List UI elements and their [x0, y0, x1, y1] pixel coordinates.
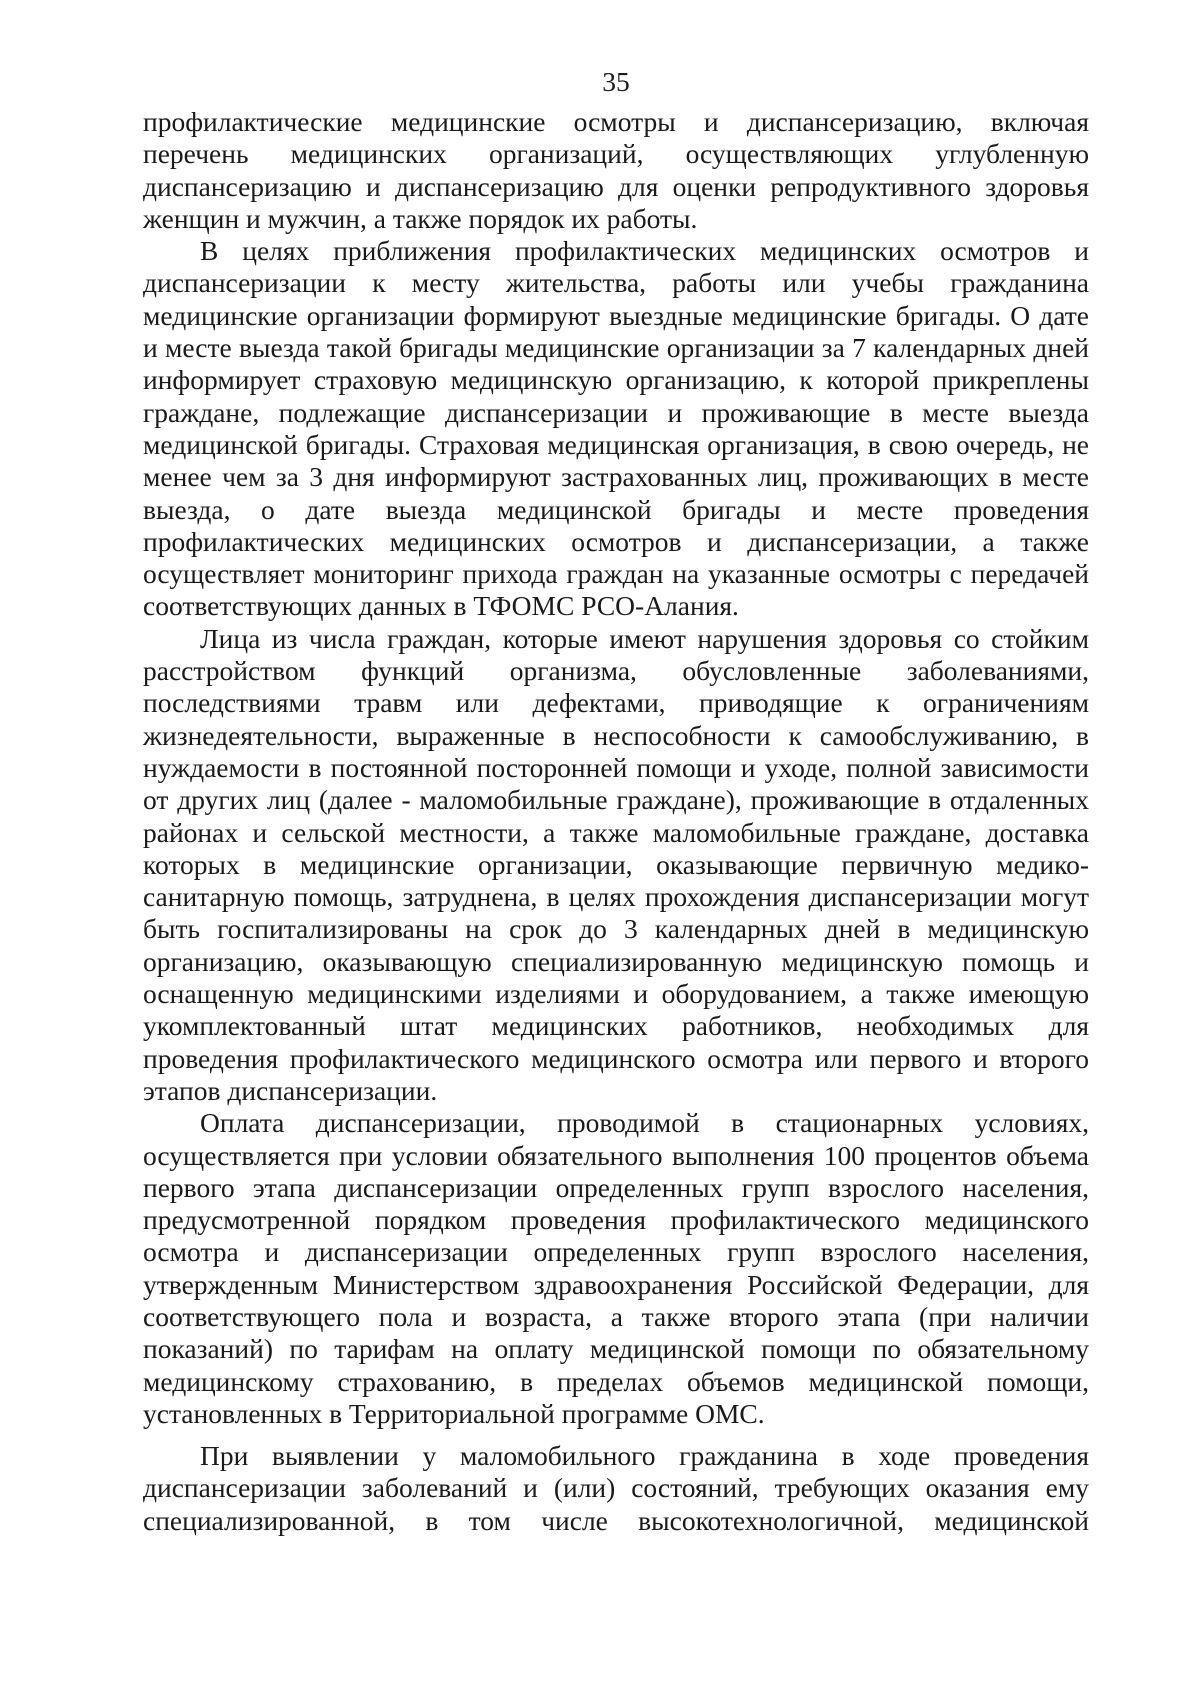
paragraph-5: При выявлении у маломобильного гражданина в ходе проведения диспансеризации заболеваний и (или) состояний, требующих оказания ему специализированной, в том числе высокотехнологичной, медицинской — [143, 1440, 1089, 1536]
paragraph-1: профилактические медицинские осмотры и диспансеризацию, включая перечень медицинских организаций, осуществляющих углубленную диспансеризацию и диспансеризацию для оценки репродуктивного здоровья женщин и мужчин, а также порядок их работы. — [143, 106, 1089, 234]
document-page — [143, 60, 1089, 1537]
paragraph-2: В целях приближения профилактических медицинских осмотров и диспансеризации к месту жительства, работы или учебы гражданина медицинские организации формируют выездные медицинские бригады. О дате и месте выезда такой бригады медицинские организации за 7 календарных дней информирует страховую медицинскую организацию, к которой прикреплены граждане, подлежащие диспансеризации и проживающие в месте выезда медицинской бригады. Страховая медицинская организация, в свою очередь, не менее чем за 3 дня информируют застрахованных лиц, проживающих в месте выезда, о дате выезда медицинской бригады и месте проведения профилактических медицинских осмотров и диспансеризации, а также осуществляет мониторинг прихода граждан на указанные осмотры с передачей соответствующих данных в ТФОМС РСО-Алания. — [143, 235, 1089, 622]
paragraph-4: Оплата диспансеризации, проводимой в стационарных условиях, осуществляется при условии обязательного выполнения 100 процентов объема первого этапа диспансеризации определенных групп взрослого населения, предусмотренной порядком проведения профилактического медицинского осмотра и диспансеризации определенных групп взрослого населения, утвержденным Министерством здравоохранения Российской Федерации, для соответствующего пола и возраста, а также второго этапа (при наличии показаний) по тарифам на оплату медицинской помощи по обязательному медицинскому страхованию, в пределах объемов медицинской помощи, установленных в Территориальной программе ОМС. — [143, 1107, 1089, 1429]
paragraph-3: Лица из числа граждан, которые имеют нарушения здоровья со стойким расстройством функций организма, обусловленные заболеваниями, последствиями травм или дефектами, приводящие к ограничениям жизнедеятельности, выраженные в неспособности к самообслуживанию, в нуждаемости в постоянной посторонней помощи и уходе, полной зависимости от других лиц (далее - маломобильные граждане), проживающие в отдаленных районах и сельской местности, а также маломобильные граждане, доставка которых в медицинские организации, оказывающие первичную медико-санитарную помощь, затруднена, в целях прохождения диспансеризации могут быть госпитализированы на срок до 3 календарных дней в медицинскую организацию, оказывающую специализированную медицинскую помощь и оснащенную медицинскими изделиями и оборудованием, а также имеющую укомплектованный штат медицинских работников, необходимых для проведения профилактического медицинского осмотра или первого и второго этапов диспансеризации. — [143, 622, 1089, 1106]
page-number: 35 — [602, 66, 630, 97]
